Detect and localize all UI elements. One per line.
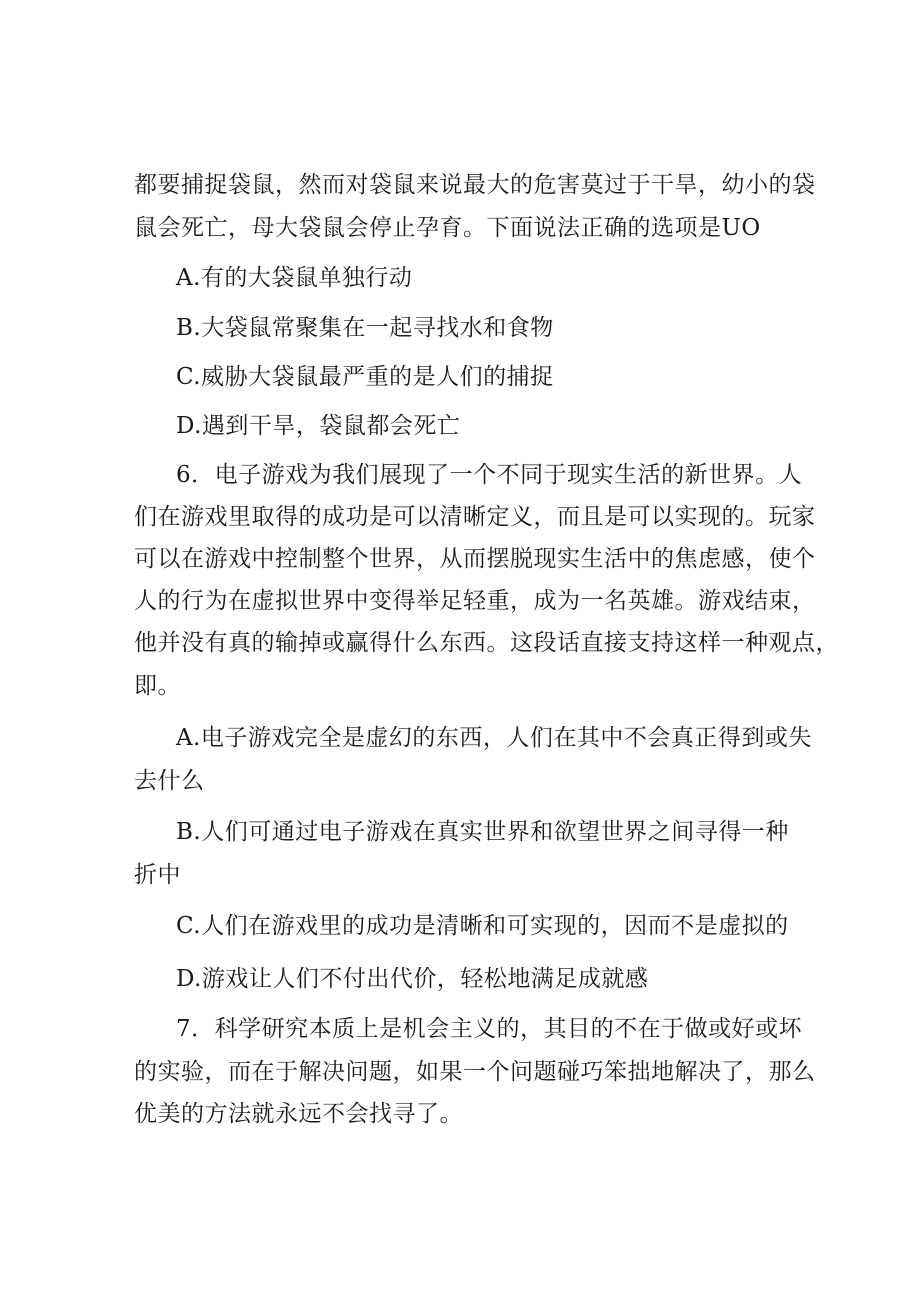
q6-option-b-line-2: 折中: [134, 862, 181, 888]
q6-option-c: C.人们在游戏里的成功是清晰和可实现的，因而不是虚拟的: [176, 913, 789, 939]
option-c: C.威胁大袋鼠最严重的是人们的捕捉: [176, 364, 554, 390]
q6-option-d: D.游戏让人们不付出代价，轻松地满足成就感: [176, 966, 649, 992]
q6-line-5: 他并没有真的输掉或赢得什么东西。这段话直接支持这样一种观点，: [134, 630, 839, 656]
q7-line-1: 7．科学研究本质上是机会主义的，其目的不在于做或好或坏: [176, 1016, 803, 1042]
option-b: B.大袋鼠常聚集在一起寻找水和食物: [176, 315, 554, 341]
q6-option-a-line-2: 去什么: [134, 768, 205, 794]
intro-line-2: 鼠会死亡，母大袋鼠会停止孕育。下面说法正确的选项是UO: [134, 215, 761, 241]
q6-line-6: 即。: [134, 673, 181, 699]
q7-line-2: 的实验，而在于解决问题，如果一个问题碰巧笨拙地解决了，那么: [134, 1059, 816, 1085]
q6-line-2: 们在游戏里取得的成功是可以清晰定义，而且是可以实现的。玩家: [134, 504, 816, 530]
q6-line-1: 6．电子游戏为我们展现了一个不同于现实生活的新世界。人: [176, 462, 803, 488]
q6-option-a-line-1: A.电子游戏完全是虚幻的东西，人们在其中不会真正得到或失: [176, 725, 812, 751]
option-a: A.有的大袋鼠单独行动: [176, 265, 413, 291]
q6-line-3: 可以在游戏中控制整个世界，从而摆脱现实生活中的焦虑感，使个: [134, 546, 816, 572]
intro-line-1: 都要捕捉袋鼠，然而对袋鼠来说最大的危害莫过于干旱，幼小的袋: [134, 172, 816, 198]
q6-line-4: 人的行为在虚拟世界中变得举足轻重，成为一名英雄。游戏结束，: [134, 588, 816, 614]
option-d: D.遇到干旱，袋鼠都会死亡: [176, 413, 461, 439]
q7-line-3: 优美的方法就永远不会找寻了。: [134, 1101, 463, 1127]
q6-option-b-line-1: B.人们可通过电子游戏在真实世界和欲望世界之间寻得一种: [176, 819, 789, 845]
